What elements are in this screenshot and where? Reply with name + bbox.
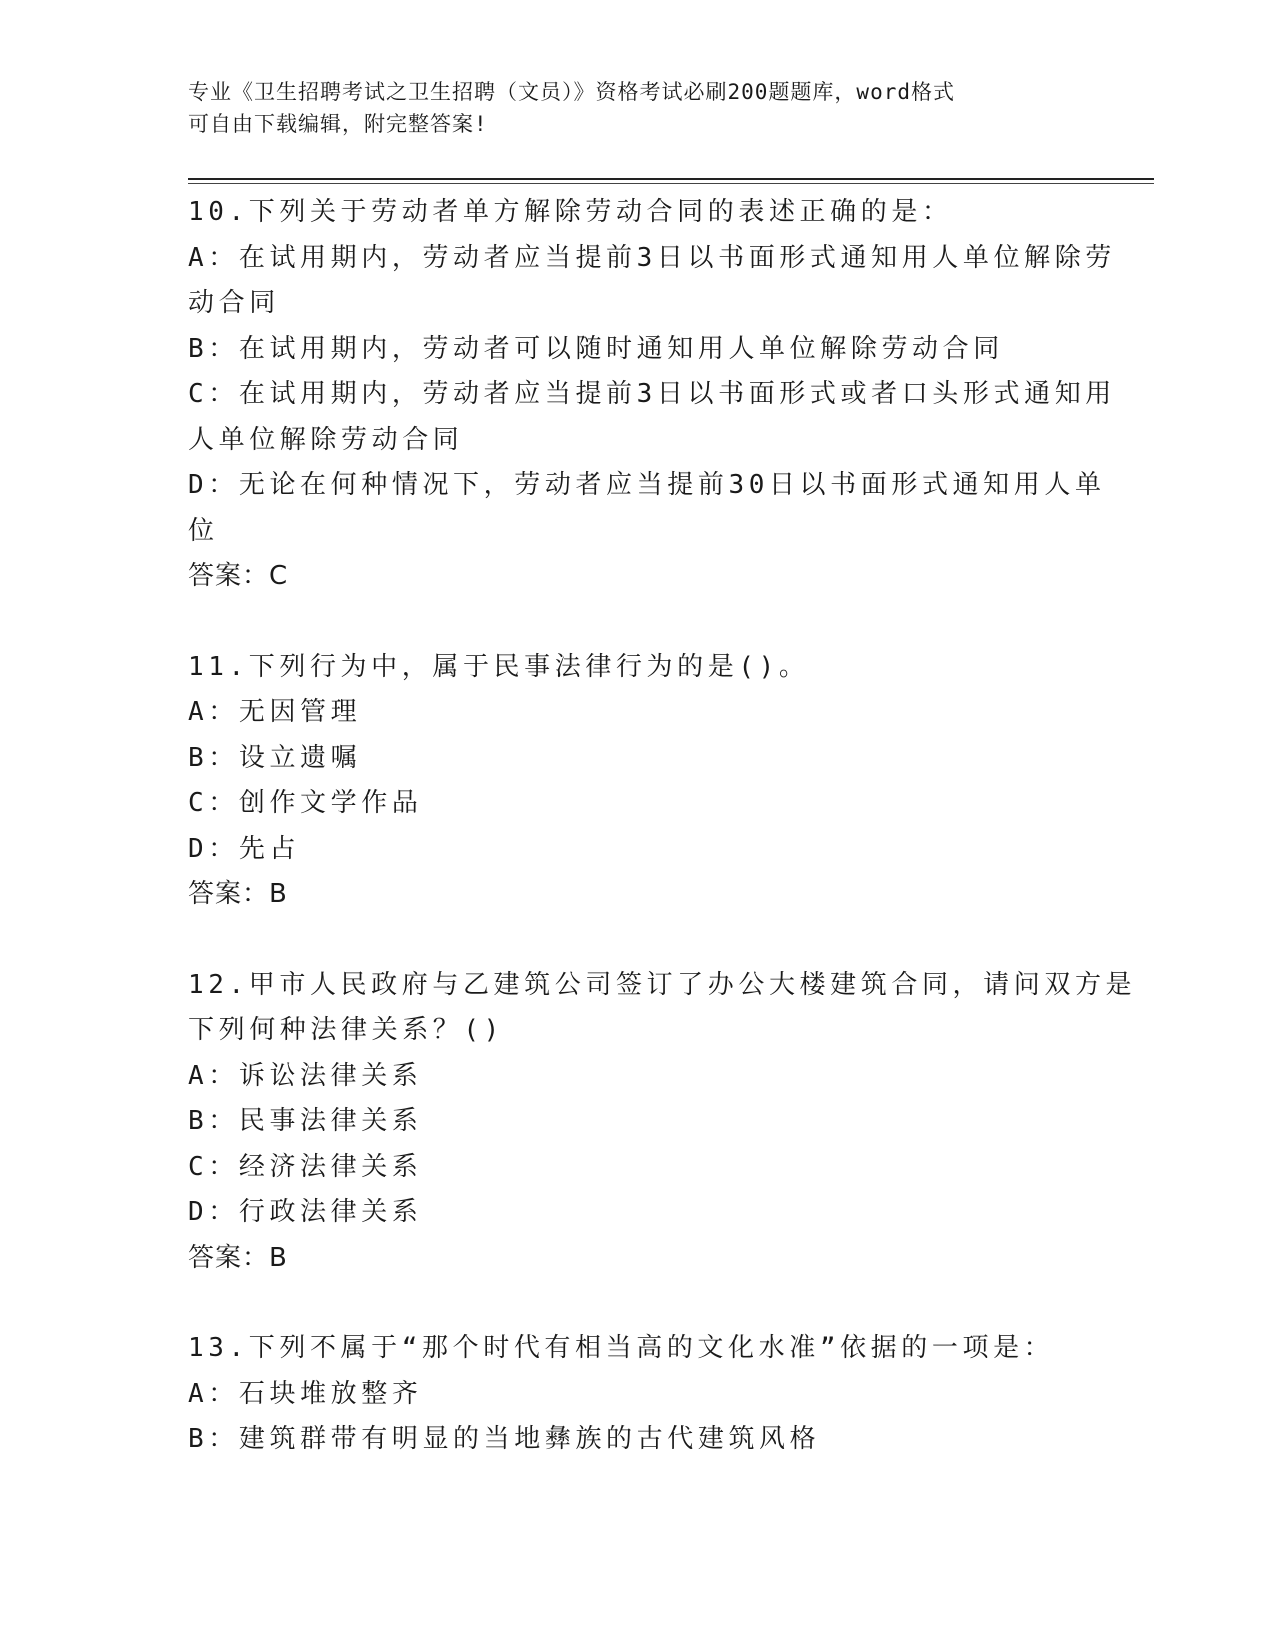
option-a: A：石块堆放整齐 — [188, 1378, 423, 1409]
answer: 答案：B — [188, 879, 288, 909]
option-c: C：创作文学作品 — [188, 788, 423, 818]
option-a-continued: 动合同 — [188, 288, 280, 318]
header-line-1: 专业《卫生招聘考试之卫生招聘（文员）》资格考试必刷200题题库，word格式 — [188, 80, 955, 104]
question-12 — [188, 963, 1137, 1282]
question-text-continued: 下列何种法律关系？() — [188, 1015, 504, 1045]
question-list — [188, 190, 1137, 1463]
option-b: B：在试用期内，劳动者可以随时通知用人单位解除劳动合同 — [188, 333, 1004, 364]
question-text: 11.下列行为中，属于民事法律行为的是()。 — [188, 651, 810, 682]
header-divider-thick — [188, 178, 1154, 180]
answer: 答案：C — [188, 561, 289, 591]
option-c-continued: 人单位解除劳动合同 — [188, 424, 464, 455]
option-c: C：经济法律关系 — [188, 1151, 423, 1182]
option-d-continued: 位 — [188, 515, 219, 546]
option-a: A：在试用期内，劳动者应当提前3日以书面形式通知用人单位解除劳 — [188, 242, 1116, 273]
question-text: 12.甲市人民政府与乙建筑公司签订了办公大楼建筑合同，请问双方是 — [188, 969, 1137, 1000]
document-header — [188, 76, 1068, 140]
option-d: D：行政法律关系 — [188, 1197, 423, 1227]
option-c: C：在试用期内，劳动者应当提前3日以书面形式或者口头形式通知用 — [188, 379, 1116, 409]
question-text: 10.下列关于劳动者单方解除劳动合同的表述正确的是： — [188, 197, 953, 227]
option-b: B：民事法律关系 — [188, 1106, 423, 1136]
header-line-2: 可自由下载编辑，附完整答案! — [188, 112, 488, 136]
option-d: D：无论在何种情况下，劳动者应当提前30日以书面形式通知用人单 — [188, 470, 1106, 500]
question-text: 13.下列不属于“那个时代有相当高的文化水准”依据的一项是： — [188, 1333, 1055, 1363]
answer: 答案：B — [188, 1242, 288, 1273]
option-b: B：设立遗嘱 — [188, 742, 362, 773]
question-11 — [188, 645, 1088, 918]
option-b: B：建筑群带有明显的当地彝族的古代建筑风格 — [188, 1424, 821, 1454]
question-10 — [188, 190, 1116, 600]
option-a: A：无因管理 — [188, 697, 362, 727]
option-a: A：诉讼法律关系 — [188, 1060, 423, 1091]
option-d: D：先占 — [188, 833, 301, 864]
question-13 — [188, 1326, 1088, 1463]
header-divider-thin — [188, 183, 1154, 184]
